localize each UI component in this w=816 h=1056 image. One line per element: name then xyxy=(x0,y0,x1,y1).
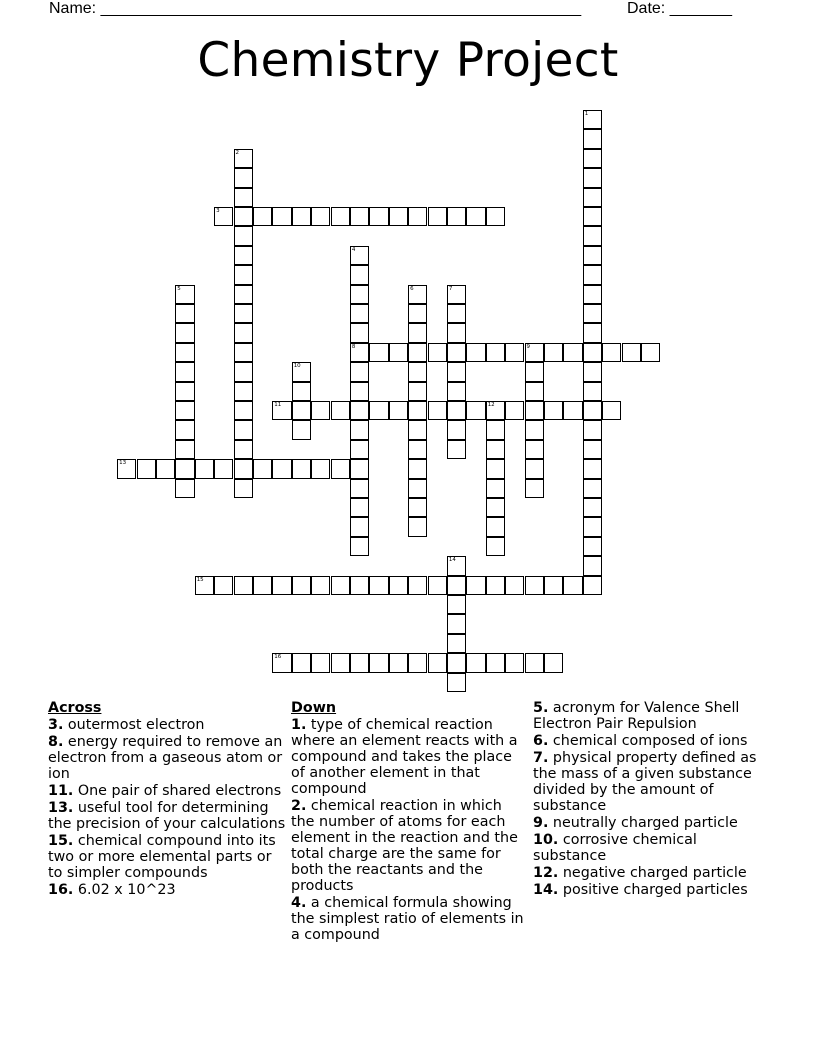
grid-cell[interactable] xyxy=(447,576,466,595)
clues-column-3 xyxy=(533,700,769,899)
grid-cell[interactable] xyxy=(486,440,505,459)
clue-number: 14 xyxy=(448,557,456,564)
grid-cell[interactable] xyxy=(447,362,466,381)
grid-cell[interactable] xyxy=(408,517,427,536)
clue-item-text: chemical compound into its two or more elemental parts or to simpler compounds xyxy=(48,833,276,881)
grid-cell[interactable] xyxy=(350,576,369,595)
clue-item xyxy=(533,865,769,881)
clue-item-number: 15. xyxy=(48,833,74,849)
grid-cell[interactable] xyxy=(408,207,427,226)
grid-cell[interactable] xyxy=(117,459,136,478)
clue-item xyxy=(533,700,769,732)
grid-cell[interactable] xyxy=(583,498,602,517)
grid-cell[interactable] xyxy=(447,207,466,226)
grid-cell[interactable] xyxy=(447,595,466,614)
grid-cell[interactable] xyxy=(234,188,253,207)
grid-cell[interactable] xyxy=(408,362,427,381)
grid-cell[interactable] xyxy=(583,285,602,304)
grid-cell[interactable] xyxy=(234,304,253,323)
grid-cell[interactable] xyxy=(175,440,194,459)
clue-item-text: a chemical formula showing the simplest ratio of elements in a compound xyxy=(291,895,524,943)
grid-cell[interactable] xyxy=(525,653,544,672)
clue-item xyxy=(48,783,286,799)
clue-item xyxy=(48,882,286,898)
grid-cell[interactable] xyxy=(583,265,602,284)
grid-cell[interactable] xyxy=(466,576,485,595)
grid-cell[interactable] xyxy=(331,401,350,420)
grid-cell[interactable] xyxy=(234,285,253,304)
grid-cell[interactable] xyxy=(563,401,582,420)
clue-item-number: 11. xyxy=(48,783,74,799)
grid-cell[interactable] xyxy=(641,343,660,362)
clue-item-number: 1. xyxy=(291,717,307,733)
clue-number: 10 xyxy=(293,363,301,370)
clue-item xyxy=(48,734,286,782)
grid-cell[interactable] xyxy=(234,479,253,498)
clues-column-2 xyxy=(291,700,529,944)
grid-cell[interactable] xyxy=(234,323,253,342)
grid-cell[interactable] xyxy=(311,207,330,226)
grid-cell[interactable] xyxy=(272,459,291,478)
grid-cell[interactable] xyxy=(563,343,582,362)
grid-cell[interactable] xyxy=(408,343,427,362)
grid-cell[interactable] xyxy=(214,459,233,478)
grid-cell[interactable] xyxy=(331,459,350,478)
grid-cell[interactable] xyxy=(583,556,602,575)
grid-cell[interactable] xyxy=(447,382,466,401)
grid-cell[interactable] xyxy=(447,401,466,420)
grid-cell[interactable] xyxy=(447,304,466,323)
clue-item xyxy=(291,717,529,797)
grid-cell[interactable] xyxy=(311,459,330,478)
grid-cell[interactable] xyxy=(602,401,621,420)
grid-cell[interactable] xyxy=(408,401,427,420)
grid-cell[interactable] xyxy=(583,323,602,342)
grid-cell[interactable] xyxy=(583,207,602,226)
grid-cell[interactable] xyxy=(486,207,505,226)
grid-cell[interactable] xyxy=(369,343,388,362)
clue-item-number: 5. xyxy=(533,700,549,716)
clue-item xyxy=(48,800,286,832)
clue-item-text: physical property defined as the mass of a given substance divided by the amount of substance xyxy=(533,750,757,814)
grid-cell[interactable] xyxy=(544,576,563,595)
grid-cell[interactable] xyxy=(272,401,291,420)
grid-cell[interactable] xyxy=(253,459,272,478)
grid-cell[interactable] xyxy=(350,517,369,536)
grid-cell[interactable] xyxy=(311,653,330,672)
name-field[interactable]: Name: ______________________________________________________ xyxy=(49,0,582,17)
clue-item-text: negative charged particle xyxy=(558,865,747,881)
grid-cell[interactable] xyxy=(447,285,466,304)
grid-cell[interactable] xyxy=(583,459,602,478)
grid-cell[interactable] xyxy=(583,168,602,187)
clue-number: 9 xyxy=(526,343,530,350)
clue-number: 1 xyxy=(584,111,589,117)
grid-cell[interactable] xyxy=(175,285,194,304)
grid-cell[interactable] xyxy=(389,401,408,420)
grid-cell[interactable] xyxy=(544,653,563,672)
grid-cell[interactable] xyxy=(234,265,253,284)
grid-cell[interactable] xyxy=(311,401,330,420)
clue-item-number: 12. xyxy=(533,865,559,881)
grid-cell[interactable] xyxy=(253,576,272,595)
grid-cell[interactable] xyxy=(525,576,544,595)
grid-cell[interactable] xyxy=(447,343,466,362)
across-clue-list xyxy=(48,717,286,898)
grid-cell[interactable] xyxy=(350,265,369,284)
grid-cell[interactable] xyxy=(234,440,253,459)
grid-cell[interactable] xyxy=(486,479,505,498)
clue-item-number: 16. xyxy=(48,882,74,898)
grid-cell[interactable] xyxy=(234,382,253,401)
grid-cell[interactable] xyxy=(486,517,505,536)
grid-cell[interactable] xyxy=(311,576,330,595)
grid-cell[interactable] xyxy=(505,343,524,362)
grid-cell[interactable] xyxy=(447,634,466,653)
grid-cell[interactable] xyxy=(486,459,505,478)
clues-column-1 xyxy=(48,700,286,899)
grid-cell[interactable] xyxy=(408,498,427,517)
grid-cell[interactable] xyxy=(350,343,369,362)
grid-cell[interactable] xyxy=(369,401,388,420)
grid-cell[interactable] xyxy=(408,459,427,478)
grid-cell[interactable] xyxy=(137,459,156,478)
clue-item xyxy=(533,882,769,898)
grid-cell[interactable] xyxy=(544,343,563,362)
grid-cell[interactable] xyxy=(195,576,214,595)
clue-item-text: acronym for Valence Shell Electron Pair Repulsion xyxy=(533,700,740,732)
grid-cell[interactable] xyxy=(175,420,194,439)
grid-cell[interactable] xyxy=(350,246,369,265)
grid-cell[interactable] xyxy=(583,420,602,439)
grid-cell[interactable] xyxy=(350,537,369,556)
grid-cell[interactable] xyxy=(234,420,253,439)
clue-number: 3 xyxy=(216,208,220,214)
grid-cell[interactable] xyxy=(292,382,311,401)
grid-cell[interactable] xyxy=(350,498,369,517)
clue-item xyxy=(533,832,769,864)
clue-number: 12 xyxy=(487,402,495,408)
grid-cell[interactable] xyxy=(292,420,311,439)
grid-cell[interactable] xyxy=(369,653,388,672)
grid-cell[interactable] xyxy=(389,207,408,226)
grid-cell[interactable] xyxy=(234,576,253,595)
grid-cell[interactable] xyxy=(486,498,505,517)
clue-item-text: chemical composed of ions xyxy=(548,733,748,749)
clue-item-number: 8. xyxy=(48,734,64,750)
grid-cell[interactable] xyxy=(292,401,311,420)
clue-item xyxy=(48,833,286,881)
page-title: Chemistry Project xyxy=(197,33,619,88)
grid-cell[interactable] xyxy=(369,207,388,226)
grid-cell[interactable] xyxy=(525,343,544,362)
grid-cell[interactable] xyxy=(350,420,369,439)
grid-cell[interactable] xyxy=(525,362,544,381)
clue-item-text: positive charged particles xyxy=(558,882,748,898)
clue-item xyxy=(48,717,286,733)
grid-cell[interactable] xyxy=(175,459,194,478)
grid-cell[interactable] xyxy=(350,401,369,420)
grid-cell[interactable] xyxy=(447,673,466,692)
grid-cell[interactable] xyxy=(583,304,602,323)
grid-cell[interactable] xyxy=(583,226,602,245)
grid-cell[interactable] xyxy=(583,576,602,595)
grid-cell[interactable] xyxy=(292,576,311,595)
grid-cell[interactable] xyxy=(272,576,291,595)
clue-item-number: 10. xyxy=(533,832,559,848)
clue-item-text: outermost electron xyxy=(63,717,205,733)
clue-number: 13 xyxy=(119,460,127,467)
grid-cell[interactable] xyxy=(175,479,194,498)
grid-cell[interactable] xyxy=(175,382,194,401)
grid-cell[interactable] xyxy=(544,401,563,420)
clue-item xyxy=(291,798,529,894)
grid-cell[interactable] xyxy=(350,382,369,401)
grid-cell[interactable] xyxy=(428,343,447,362)
grid-cell[interactable] xyxy=(583,129,602,148)
clue-item-number: 7. xyxy=(533,750,549,766)
clue-item xyxy=(533,750,769,814)
grid-cell[interactable] xyxy=(466,207,485,226)
grid-cell[interactable] xyxy=(428,401,447,420)
grid-cell[interactable] xyxy=(583,149,602,168)
grid-cell[interactable] xyxy=(214,207,233,226)
clue-item-number: 4. xyxy=(291,895,307,911)
grid-cell[interactable] xyxy=(234,168,253,187)
grid-cell[interactable] xyxy=(583,246,602,265)
clue-item xyxy=(533,733,769,749)
grid-cell[interactable] xyxy=(350,285,369,304)
grid-cell[interactable] xyxy=(350,323,369,342)
grid-cell[interactable] xyxy=(525,479,544,498)
grid-cell[interactable] xyxy=(447,323,466,342)
clue-item-text: chemical reaction in which the number of atoms for each element in the reaction and the total charge are the same for both the reactants and the products xyxy=(291,798,518,894)
grid-cell[interactable] xyxy=(583,110,602,129)
grid-cell[interactable] xyxy=(563,576,582,595)
across-heading: Across xyxy=(48,700,102,716)
clue-item xyxy=(533,815,769,831)
grid-cell[interactable] xyxy=(486,420,505,439)
grid-cell[interactable] xyxy=(350,304,369,323)
grid-cell[interactable] xyxy=(428,653,447,672)
grid-cell[interactable] xyxy=(234,401,253,420)
clue-item-number: 13. xyxy=(48,800,74,816)
grid-cell[interactable] xyxy=(408,576,427,595)
clue-number: 15 xyxy=(196,576,204,583)
clue-item-text: One pair of shared electrons xyxy=(73,783,282,799)
grid-cell[interactable] xyxy=(486,653,505,672)
grid-cell[interactable] xyxy=(292,207,311,226)
grid-cell[interactable] xyxy=(350,653,369,672)
clue-item xyxy=(291,895,529,943)
clue-item-number: 2. xyxy=(291,798,307,814)
grid-cell[interactable] xyxy=(175,343,194,362)
grid-cell[interactable] xyxy=(505,653,524,672)
grid-cell[interactable] xyxy=(447,440,466,459)
grid-cell[interactable] xyxy=(408,285,427,304)
grid-cell[interactable] xyxy=(428,576,447,595)
grid-cell[interactable] xyxy=(389,576,408,595)
grid-cell[interactable] xyxy=(175,323,194,342)
grid-cell[interactable] xyxy=(234,207,253,226)
grid-cell[interactable] xyxy=(408,382,427,401)
grid-cell[interactable] xyxy=(350,362,369,381)
clue-item-text: type of chemical reaction where an element reacts with a compound and takes the place of another element in that compound xyxy=(291,717,518,797)
clue-item-number: 14. xyxy=(533,882,559,898)
grid-cell[interactable] xyxy=(175,304,194,323)
clue-item-text: useful tool for determining the precision of your calculations xyxy=(48,800,286,832)
grid-cell[interactable] xyxy=(486,401,505,420)
grid-cell[interactable] xyxy=(214,576,233,595)
grid-cell[interactable] xyxy=(583,362,602,381)
clue-item-number: 6. xyxy=(533,733,549,749)
clue-number: 8 xyxy=(351,343,356,350)
clue-item-number: 3. xyxy=(48,717,64,733)
grid-cell[interactable] xyxy=(447,653,466,672)
grid-cell[interactable] xyxy=(486,537,505,556)
grid-cell[interactable] xyxy=(350,207,369,226)
grid-cell[interactable] xyxy=(234,226,253,245)
grid-cell[interactable] xyxy=(428,207,447,226)
clue-number: 7 xyxy=(448,285,453,292)
grid-cell[interactable] xyxy=(234,343,253,362)
grid-cell[interactable] xyxy=(175,401,194,420)
clue-item-text: 6.02 x 10^23 xyxy=(73,882,176,898)
down-clue-list xyxy=(291,717,529,943)
clue-item-text: neutrally charged particle xyxy=(548,815,738,831)
grid-cell[interactable] xyxy=(234,362,253,381)
grid-cell[interactable] xyxy=(253,207,272,226)
grid-cell[interactable] xyxy=(292,459,311,478)
grid-cell[interactable] xyxy=(408,304,427,323)
clue-number: 4 xyxy=(351,246,356,253)
clue-item-text: corrosive chemical substance xyxy=(533,832,697,864)
grid-cell[interactable] xyxy=(272,207,291,226)
grid-cell[interactable] xyxy=(447,614,466,633)
grid-cell[interactable] xyxy=(234,149,253,168)
grid-cell[interactable] xyxy=(350,440,369,459)
grid-cell[interactable] xyxy=(583,188,602,207)
grid-cell[interactable] xyxy=(486,343,505,362)
grid-cell[interactable] xyxy=(602,343,621,362)
grid-cell[interactable] xyxy=(408,479,427,498)
clue-number: 6 xyxy=(410,285,414,292)
grid-cell[interactable] xyxy=(505,576,524,595)
down-clue-list-continued xyxy=(533,700,769,898)
grid-cell[interactable] xyxy=(466,653,485,672)
grid-cell[interactable] xyxy=(583,382,602,401)
grid-cell[interactable] xyxy=(331,576,350,595)
grid-cell[interactable] xyxy=(583,343,602,362)
grid-cell[interactable] xyxy=(583,537,602,556)
grid-cell[interactable] xyxy=(466,343,485,362)
grid-cell[interactable] xyxy=(583,517,602,536)
grid-cell[interactable] xyxy=(350,459,369,478)
down-heading: Down xyxy=(291,700,337,716)
grid-cell[interactable] xyxy=(466,401,485,420)
clue-number: 16 xyxy=(274,654,282,661)
grid-cell[interactable] xyxy=(525,401,544,420)
grid-cell[interactable] xyxy=(583,479,602,498)
grid-cell[interactable] xyxy=(525,420,544,439)
grid-cell[interactable] xyxy=(156,459,175,478)
grid-cell[interactable] xyxy=(622,343,641,362)
grid-cell[interactable] xyxy=(525,382,544,401)
grid-cell[interactable] xyxy=(195,459,214,478)
grid-cell[interactable] xyxy=(292,653,311,672)
grid-cell[interactable] xyxy=(389,343,408,362)
clue-item-text: energy required to remove an electron from a gaseous atom or ion xyxy=(48,734,283,782)
grid-cell[interactable] xyxy=(486,576,505,595)
grid-cell[interactable] xyxy=(331,207,350,226)
grid-cell[interactable] xyxy=(408,440,427,459)
clue-number: 2 xyxy=(235,149,239,156)
grid-cell[interactable] xyxy=(292,362,311,381)
grid-cell[interactable] xyxy=(447,556,466,575)
grid-cell[interactable] xyxy=(234,459,253,478)
grid-cell[interactable] xyxy=(583,401,602,420)
grid-cell[interactable] xyxy=(408,420,427,439)
clue-number: 11 xyxy=(274,402,282,408)
grid-cell[interactable] xyxy=(331,653,350,672)
grid-cell[interactable] xyxy=(272,653,291,672)
grid-cell[interactable] xyxy=(408,653,427,672)
grid-cell[interactable] xyxy=(525,440,544,459)
grid-cell[interactable] xyxy=(408,323,427,342)
clue-number: 5 xyxy=(177,285,181,292)
clue-item-number: 9. xyxy=(533,815,549,831)
grid-cell[interactable] xyxy=(447,420,466,439)
grid-cell[interactable] xyxy=(389,653,408,672)
grid-cell[interactable] xyxy=(583,440,602,459)
grid-cell[interactable] xyxy=(525,459,544,478)
date-field[interactable]: Date: _______ xyxy=(627,0,732,17)
grid-cell[interactable] xyxy=(505,401,524,420)
grid-cell[interactable] xyxy=(234,246,253,265)
grid-cell[interactable] xyxy=(369,576,388,595)
grid-cell[interactable] xyxy=(350,479,369,498)
grid-cell[interactable] xyxy=(175,362,194,381)
